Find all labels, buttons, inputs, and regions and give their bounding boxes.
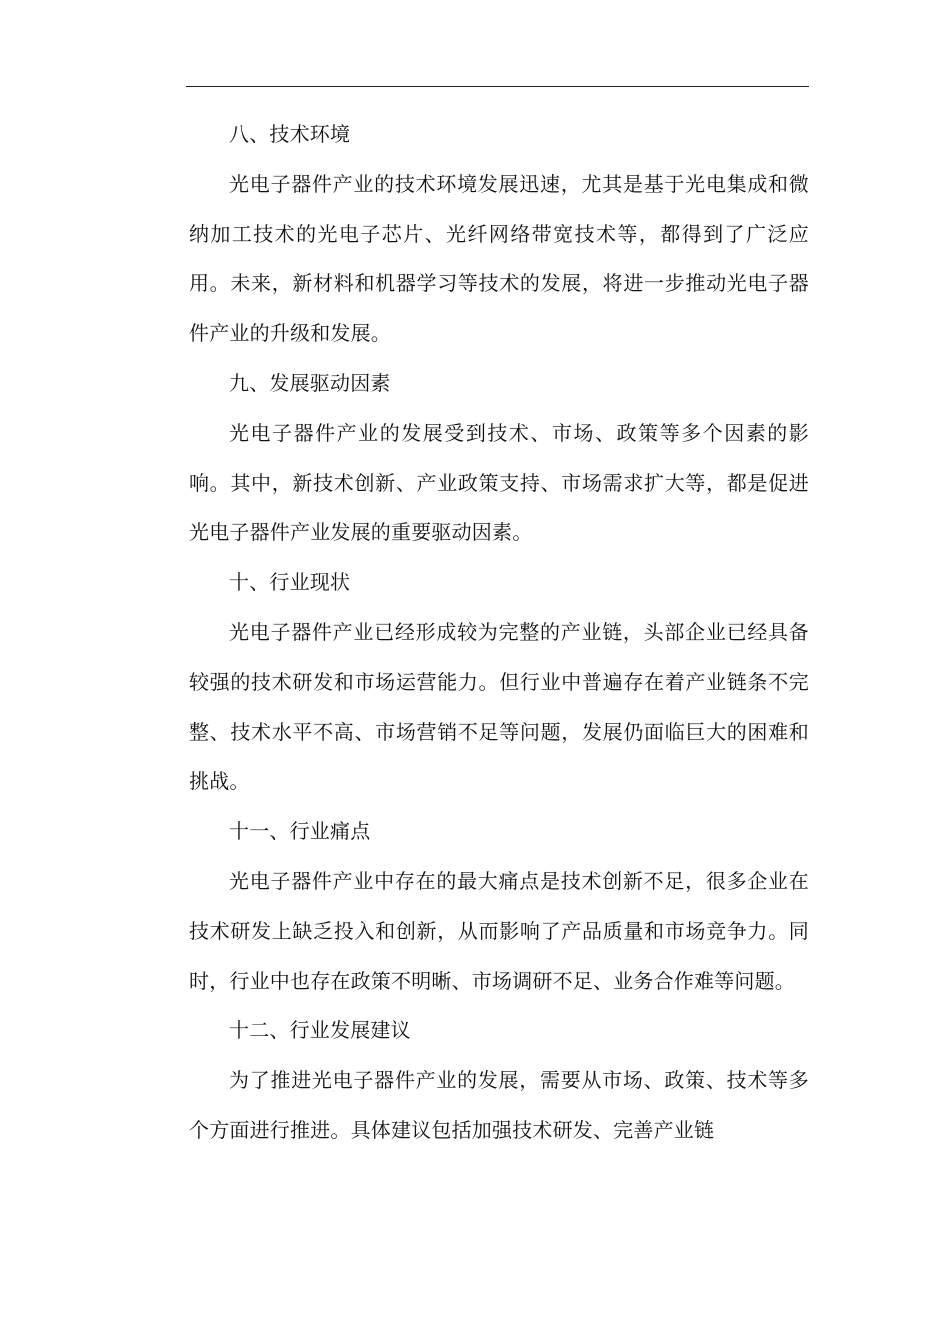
section-heading-8: 八、技术环境 [229, 122, 351, 146]
section-heading-11: 十一、行业痛点 [229, 819, 371, 844]
section-paragraph-8: 光电子器件产业的技术环境发展迅速，尤其是基于光电集成和微纳加工技术的光电子芯片、光纤网络带宽技术等，都得到了广泛应用。未来，新材料和机器学习等技术的发展，将进一步推动光电子器件产业的升级和发展。 [189, 171, 809, 346]
section-heading-10: 十、行业现状 [229, 570, 351, 595]
section-heading-9: 九、发展驱动因素 [229, 370, 391, 395]
section-heading-12: 十二、行业发展建议 [229, 1018, 411, 1043]
header-rule [186, 86, 809, 87]
section-paragraph-12: 为了推进光电子器件产业的发展，需要从市场、政策、技术等多个方面进行推进。具体建议包括加强技术研发、完善产业链 [189, 1068, 809, 1142]
section-paragraph-10: 光电子器件产业已经形成较为完整的产业链，头部企业已经具备较强的技术研发和市场运营能力。但行业中普遍存在着产业链条不完整、技术水平不高、市场营销不足等问题，发展仍面临巨大的困难和挑战。 [189, 619, 809, 794]
section-paragraph-11: 光电子器件产业中存在的最大痛点是技术创新不足，很多企业在技术研发上缺乏投入和创新，从而影响了产品质量和市场竞争力。同时，行业中也存在政策不明晰、市场调研不足、业务合作难等问题。 [189, 868, 809, 993]
document-body [189, 110, 809, 1156]
section-paragraph-9: 光电子器件产业的发展受到技术、市场、政策等多个因素的影响。其中，新技术创新、产业政策支持、市场需求扩大等，都是促进光电子器件产业发展的重要驱动因素。 [189, 420, 809, 545]
